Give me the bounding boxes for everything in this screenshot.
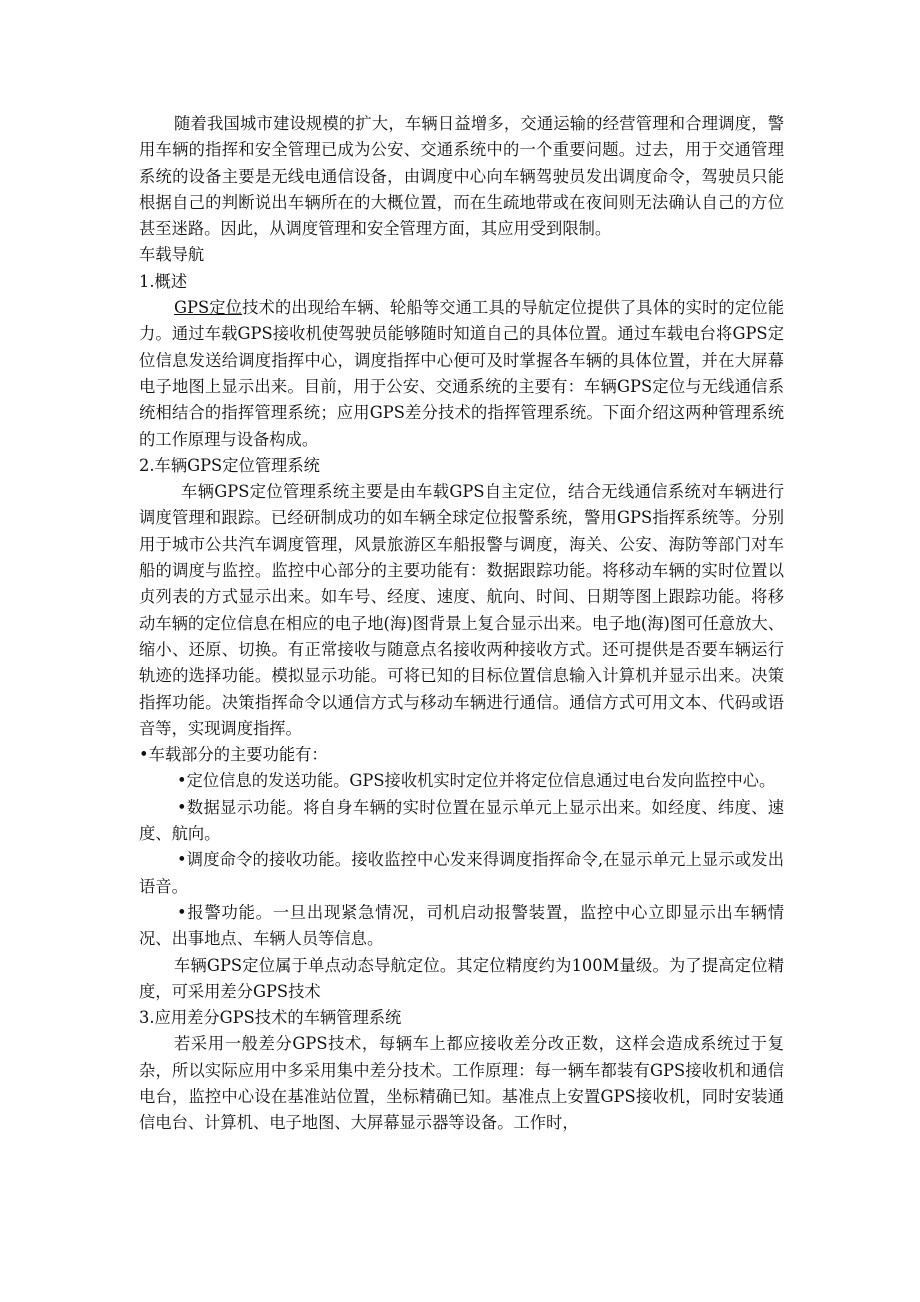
overview-text: 技术的出现给车辆、轮船等交通工具的导航定位提供了具体的实时的定位能力。通过车载GPS接收机使驾驶员能够随时知道自己的具体位置。通过车载电台将GPS定位信息发送给调度指挥中心，调度指挥中心便可及时掌握各车辆的具体位置，并在大屏幕电子地图上显示出来。目前，用于公安、交通系统的主要有：车辆GPS定位与无线通信系统相结合的指挥管理系统；应用GPS差分技术的指挥管理系统。下面介绍这两种管理系统的工作原理与设备构成。 <box>139 298 784 449</box>
heading-differential-gps: 3.应用差分GPS技术的车辆管理系统 <box>139 1008 402 1028</box>
intro-paragraph: 随着我国城市建设规模的扩大，车辆日益增多，交通运输的经营管理和合理调度，警用车辆的指挥和安全管理已成为公安、交通系统中的一个重要问题。过去，用于交通管理系统的设备主要是无线电通信设备，由调度中心向车辆驾驶员发出调度命令，驾驶员只能根据自己的判断说出车辆所在的大概位置，而在生疏地带或在夜间则无法确认自己的方位甚至迷路。因此，从调度管理和安全管理方面，其应用受到限制。 <box>139 114 784 239</box>
list-item: •调度命令的接收功能。接收监控中心发来得调度指挥命令,在显示单元上显示或发出语音。 <box>139 850 784 896</box>
system-description-paragraph: 车辆GPS定位管理系统主要是由车载GPS自主定位，结合无线通信系统对车辆进行调度管理和跟踪。已经研制成功的如车辆全球定位报警系统，警用GPS指挥系统等。分别用于城市公共汽车调度管理，风景旅游区车船报警与调度，海关、公安、海防等部门对车船的调度与监控。监控中心部分的主要功能有：数据跟踪功能。将移动车辆的实时位置以贞列表的方式显示出来。如车号、经度、速度、航向、时间、日期等图上跟踪功能。将移动车辆的定位信息在相应的电子地(海)图背景上复合显示出来。电子地(海)图可任意放大、缩小、还原、切换。有正常接收与随意点名接收两种接收方式。还可提供是否要车辆运行轨迹的选择功能。模拟显示功能。可将已知的目标位置信息输入计算机并显示出来。决策指挥功能。决策指挥命令以通信方式与移动车辆进行通信。通信方式可用文本、代码或语音等，实现调度指挥。 <box>139 482 784 738</box>
section-title: 车载导航 <box>139 245 205 265</box>
document-body <box>139 111 784 1137</box>
gps-positioning-link[interactable]: GPS定位 <box>174 298 243 318</box>
overview-paragraph <box>139 295 784 453</box>
list-item: •定位信息的发送功能。GPS接收机实时定位并将定位信息通过电台发向监控中心。 <box>177 771 776 791</box>
list-item: •数据显示功能。将自身车辆的实时位置在显示单元上显示出来。如经度、纬度、速度、航向。 <box>139 797 784 844</box>
differential-paragraph: 若采用一般差分GPS技术，每辆车上都应接收差分改正数，这样会造成系统过于复杂，所以实际应用中多采用集中差分技术。工作原理：每一辆车都装有GPS接收机和通信电台，监控中心设在基准站位置，坐标精确已知。基准点上安置GPS接收机，同时安装通信电台、计算机、电子地图、大屏幕显示器等设备。工作时， <box>139 1034 784 1133</box>
list-item: •报警功能。一旦出现紧急情况，司机启动报警装置，监控中心立即显示出车辆情况、出事地点、车辆人员等信息。 <box>139 902 784 949</box>
onboard-functions-heading: •车载部分的主要功能有： <box>139 745 328 765</box>
heading-vehicle-gps-system: 2.车辆GPS定位管理系统 <box>139 455 320 475</box>
heading-overview: 1.概述 <box>139 271 188 291</box>
accuracy-paragraph: 车辆GPS定位属于单点动态导航定位。其定位精度约为100M量级。为了提高定位精度，可采用差分GPS技术 <box>139 955 784 1001</box>
